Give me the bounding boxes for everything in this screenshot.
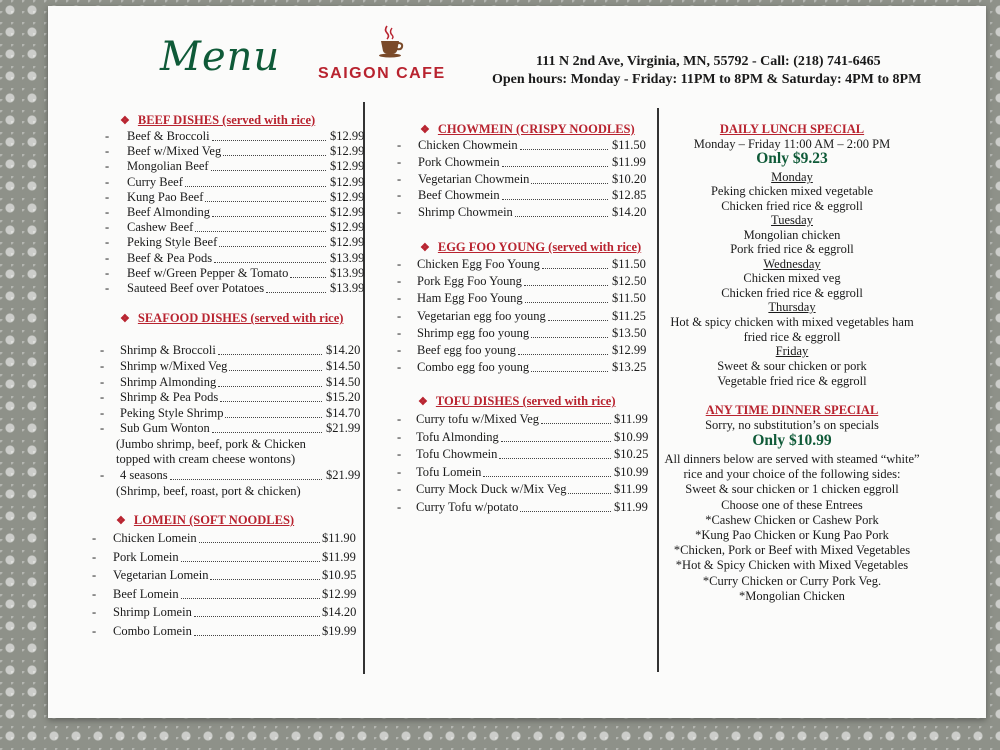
dot-leader xyxy=(525,302,608,303)
menu-item-name: Shrimp & Pea Pods xyxy=(120,390,219,404)
menu-item-name: Shrimp egg foo young xyxy=(417,325,530,340)
menu-item-price: $21.99 xyxy=(326,468,361,482)
menu-item-price: $19.99 xyxy=(322,624,357,638)
menu-item-name: Shrimp w/Mixed Veg xyxy=(120,359,228,373)
dot-leader xyxy=(212,432,322,433)
dinner-line: Sweet & sour chicken or 1 chicken eggroll xyxy=(685,482,899,496)
item-bullet: - xyxy=(397,291,402,306)
section-title-text: BEEF DISHES (served with rice) xyxy=(137,113,316,127)
menu-item-price: $12.99 xyxy=(322,586,357,601)
lunch-item: Pork fried rice & eggroll xyxy=(730,242,854,256)
menu-item-name: Curry tofu w/Mixed Veg xyxy=(416,412,540,426)
menu-item-price: $11.99 xyxy=(614,482,648,497)
lunch-item: Mongolian chicken xyxy=(743,228,841,242)
item-bullet: - xyxy=(92,605,97,620)
item-bullet: - xyxy=(92,586,97,601)
item-bullet: - xyxy=(105,189,110,204)
menu-item-price: $11.99 xyxy=(322,549,356,564)
menu-item-price: $11.50 xyxy=(612,138,646,152)
coffee-cup-icon xyxy=(376,24,404,58)
menu-item-price: $14.20 xyxy=(322,605,357,620)
item-bullet: - xyxy=(100,359,105,373)
diamond-star-icon: ❖ xyxy=(420,242,430,254)
item-bullet: - xyxy=(92,568,97,583)
dot-leader xyxy=(568,493,611,494)
dot-leader xyxy=(266,292,326,293)
menu-title: Menu xyxy=(160,34,281,80)
item-bullet: - xyxy=(100,421,105,435)
item-bullet: - xyxy=(397,447,402,462)
item-bullet: - xyxy=(105,281,110,295)
dot-leader xyxy=(518,354,608,355)
item-bullet: - xyxy=(100,390,105,404)
dinner-entree: *Kung Pao Chicken or Kung Pao Pork xyxy=(695,528,889,542)
menu-item-name: Pork Lomein xyxy=(113,549,179,564)
menu-item-name: Shrimp Chowmein xyxy=(418,205,513,220)
tofu-dishes-title xyxy=(418,394,616,409)
dot-leader xyxy=(211,170,326,171)
egg-foo-young-title xyxy=(420,240,641,255)
menu-item-price: $11.25 xyxy=(612,308,646,323)
dot-leader xyxy=(531,337,608,338)
menu-item-price: $14.70 xyxy=(326,406,361,420)
lunch-special-time: Monday – Friday 11:00 AM – 2:00 PM xyxy=(693,137,891,151)
dot-leader xyxy=(548,320,608,321)
dot-leader xyxy=(223,155,326,156)
dot-leader xyxy=(185,186,326,187)
menu-item-price: $14.50 xyxy=(326,375,361,389)
dot-leader xyxy=(210,579,320,580)
lunch-item: Sweet & sour chicken or pork xyxy=(717,359,867,373)
open-hours: Open hours: Monday - Friday: 11PM to 8PM & Saturday: 4PM to 8PM xyxy=(492,72,922,87)
menu-item-price: $11.99 xyxy=(614,412,648,426)
menu-item-price: $14.20 xyxy=(612,205,647,220)
item-bullet: - xyxy=(397,154,402,169)
item-bullet: - xyxy=(105,159,110,174)
dot-leader xyxy=(531,183,608,184)
menu-item-price: $11.50 xyxy=(612,291,646,306)
dinner-special-note: Sorry, no substitution’s on specials xyxy=(705,418,879,432)
dot-leader xyxy=(170,479,322,480)
menu-item-name: Beef Lomein xyxy=(113,586,179,601)
lomein-title xyxy=(116,513,294,528)
item-bullet: - xyxy=(397,257,402,271)
menu-item-price: $12.99 xyxy=(330,144,365,159)
lunch-item: Hot & spicy chicken with mixed vegetables ham xyxy=(670,315,914,329)
section-title-text: LOMEIN (SOFT NOODLES) xyxy=(133,513,295,527)
diamond-star-icon: ❖ xyxy=(418,396,428,408)
menu-item-price: $12.85 xyxy=(612,188,647,203)
item-bullet: - xyxy=(105,265,110,280)
section-title-text: SEAFOOD DISHES (served with rice) xyxy=(137,311,344,325)
menu-item-name: Beef Chowmein xyxy=(418,188,500,203)
menu-item-name: Tofu Chowmein xyxy=(416,447,498,462)
item-bullet: - xyxy=(92,624,97,638)
menu-item-price: $11.50 xyxy=(612,257,646,271)
menu-item-name: Vegetarian Lomein xyxy=(113,568,209,583)
menu-item-price: $12.99 xyxy=(330,159,365,174)
menu-item-name: Shrimp Almonding xyxy=(120,375,217,389)
menu-item-price: $11.99 xyxy=(612,154,646,169)
menu-item-name: Shrimp & Broccoli xyxy=(120,343,216,357)
menu-item-price: $11.99 xyxy=(614,500,648,514)
menu-item-price: $11.90 xyxy=(322,531,356,545)
menu-item-name: Beef egg foo young xyxy=(417,343,516,357)
menu-item-price: $12.99 xyxy=(330,189,365,204)
menu-item-name: Tofu Almonding xyxy=(416,429,499,444)
chowmein-title xyxy=(420,122,635,137)
menu-item-price: $21.99 xyxy=(326,421,361,435)
menu-item-price: $14.20 xyxy=(326,343,361,357)
dot-leader xyxy=(220,401,322,402)
dot-leader xyxy=(194,635,320,636)
menu-item-price: $13.99 xyxy=(330,265,365,280)
menu-item-price: $10.20 xyxy=(612,171,647,186)
menu-item-name: Chicken Egg Foo Young xyxy=(417,257,540,271)
menu-item-name: Beef w/Mixed Veg xyxy=(127,144,222,159)
lunch-item: Chicken fried rice & eggroll xyxy=(721,199,863,213)
menu-item-name: Peking Style Shrimp xyxy=(120,406,224,420)
lunch-special-price: Only $9.23 xyxy=(756,150,828,167)
lunch-item: Chicken fried rice & eggroll xyxy=(721,286,863,300)
item-bullet: - xyxy=(397,464,402,479)
dot-leader xyxy=(541,423,611,424)
dot-leader xyxy=(531,371,608,372)
diamond-star-icon: ❖ xyxy=(116,515,126,527)
menu-item-name: Mongolian Beef xyxy=(127,159,209,174)
menu-item-price: $12.99 xyxy=(330,174,365,189)
dot-leader xyxy=(199,542,320,543)
dinner-line: rice and your choice of the following sides: xyxy=(683,467,901,481)
dot-leader xyxy=(218,354,322,355)
menu-item-price: $12.99 xyxy=(612,343,647,357)
dot-leader xyxy=(542,268,608,269)
item-bullet: - xyxy=(105,220,110,235)
dinner-entree: *Curry Chicken or Curry Pork Veg. xyxy=(702,574,882,588)
menu-item-name: Peking Style Beef xyxy=(127,235,218,250)
item-bullet: - xyxy=(105,205,110,219)
menu-item-price: $15.20 xyxy=(326,390,361,404)
lunch-special-title: DAILY LUNCH SPECIAL xyxy=(719,122,865,136)
lunch-day-wednesday: Wednesday xyxy=(763,257,821,271)
dot-leader xyxy=(515,216,608,217)
diamond-star-icon: ❖ xyxy=(420,124,430,136)
menu-item-name: Curry Beef xyxy=(127,174,183,189)
menu-item-name: Vegetarian egg foo young xyxy=(417,308,546,323)
menu-item-name: Beef Almonding xyxy=(127,205,210,219)
item-bullet: - xyxy=(100,343,105,357)
item-bullet: - xyxy=(397,325,402,340)
item-bullet: - xyxy=(100,375,105,389)
dot-leader xyxy=(181,561,320,562)
item-bullet: - xyxy=(397,343,402,357)
seafood-dishes-title xyxy=(120,311,343,326)
menu-item-price: $10.99 xyxy=(614,429,649,444)
section-title-text: TOFU DISHES (served with rice) xyxy=(435,394,616,408)
lunch-item: Vegetable fried rice & eggroll xyxy=(717,374,867,388)
item-bullet: - xyxy=(397,274,402,289)
dot-leader xyxy=(214,262,326,263)
item-bullet: - xyxy=(397,205,402,220)
menu-item-price: $13.99 xyxy=(330,250,365,265)
lunch-day-thursday: Thursday xyxy=(768,300,816,314)
dinner-line: Choose one of these Entrees xyxy=(721,498,863,512)
menu-item-price: $10.99 xyxy=(614,464,649,479)
menu-item-description: (Shrimp, beef, roast, port & chicken) xyxy=(116,484,301,498)
dot-leader xyxy=(499,458,611,459)
dot-leader xyxy=(502,166,608,167)
dinner-entree: *Mongolian Chicken xyxy=(739,589,845,603)
dinner-line: All dinners below are served with steamed “white” xyxy=(664,452,920,466)
menu-item-name: Beef w/Green Pepper & Tomato xyxy=(127,265,289,280)
menu-item-price: $13.50 xyxy=(612,325,647,340)
menu-item-name: Sauteed Beef over Potatoes xyxy=(127,281,265,295)
dot-leader xyxy=(229,370,322,371)
dot-leader xyxy=(502,199,608,200)
item-bullet: - xyxy=(100,468,105,482)
dot-leader xyxy=(520,511,611,512)
diamond-star-icon: ❖ xyxy=(120,313,130,325)
item-bullet: - xyxy=(397,360,402,375)
dot-leader xyxy=(194,616,320,617)
diamond-star-icon: ❖ xyxy=(120,115,130,127)
dinner-entree: *Hot & Spicy Chicken with Mixed Vegetables xyxy=(675,558,909,572)
dot-leader xyxy=(212,216,326,217)
menu-item-name: Curry Mock Duck w/Mix Veg xyxy=(416,482,567,497)
menu-item-price: $13.99 xyxy=(330,281,365,295)
item-bullet: - xyxy=(105,235,110,250)
menu-item-price: $12.99 xyxy=(330,129,365,143)
item-bullet: - xyxy=(397,308,402,323)
menu-item-name: Kung Pao Beef xyxy=(127,189,204,204)
address-phone: 111 N 2nd Ave, Virginia, MN, 55792 - Call: (218) 741-6465 xyxy=(536,54,881,69)
menu-item-name: Vegetarian Chowmein xyxy=(418,171,530,186)
menu-item-name: Pork Chowmein xyxy=(418,154,500,169)
dinner-special-title: ANY TIME DINNER SPECIAL xyxy=(705,403,879,417)
item-bullet: - xyxy=(397,500,402,514)
menu-item-price: $14.50 xyxy=(326,359,361,373)
dot-leader xyxy=(520,149,608,150)
dot-leader xyxy=(212,140,326,141)
menu-item-name: Sub Gum Wonton xyxy=(120,421,210,435)
cafe-name: SAIGON CAFE xyxy=(318,65,446,82)
dot-leader xyxy=(219,246,326,247)
menu-item-price: $13.25 xyxy=(612,360,647,375)
menu-item-name: 4 seasons xyxy=(120,468,168,482)
item-bullet: - xyxy=(397,138,402,152)
menu-item-name: Ham Egg Foo Young xyxy=(417,291,523,306)
menu-item-name: Cashew Beef xyxy=(127,220,194,235)
menu-item-name: Beef & Pea Pods xyxy=(127,250,213,265)
item-bullet: - xyxy=(397,188,402,203)
menu-item-name: Combo Lomein xyxy=(113,624,192,638)
menu-item-name: Chicken Chowmein xyxy=(418,138,518,152)
menu-item-price: $12.50 xyxy=(612,274,647,289)
menu-item-name: Tofu Lomein xyxy=(416,464,482,479)
dot-leader xyxy=(181,598,320,599)
dot-leader xyxy=(290,277,326,278)
dot-leader xyxy=(501,441,611,442)
menu-item-price: $10.95 xyxy=(322,568,357,583)
item-bullet: - xyxy=(105,144,110,159)
lunch-day-monday: Monday xyxy=(771,170,813,184)
menu-item-name: Curry Tofu w/potato xyxy=(416,500,519,514)
dinner-entree: *Chicken, Pork or Beef with Mixed Vegetables xyxy=(673,543,911,557)
item-bullet: - xyxy=(105,129,110,143)
item-bullet: - xyxy=(397,412,402,426)
lunch-item: Peking chicken mixed vegetable xyxy=(710,184,874,198)
dot-leader xyxy=(205,201,326,202)
section-title-text: EGG FOO YOUNG (served with rice) xyxy=(437,240,642,254)
menu-item-price: $12.99 xyxy=(330,235,365,250)
dot-leader xyxy=(225,417,322,418)
lunch-item: Chicken mixed veg xyxy=(743,271,841,285)
item-bullet: - xyxy=(92,549,97,564)
menu-item-name: Chicken Lomein xyxy=(113,531,197,545)
column-divider xyxy=(657,108,659,672)
lunch-item: fried rice & eggroll xyxy=(743,330,841,344)
lunch-day-tuesday: Tuesday xyxy=(771,213,813,227)
menu-item-name: Beef & Broccoli xyxy=(127,129,210,143)
menu-item-name: Combo egg foo young xyxy=(417,360,530,375)
beef-dishes-title xyxy=(120,113,315,128)
item-bullet: - xyxy=(105,250,110,265)
dot-leader xyxy=(524,285,608,286)
item-bullet: - xyxy=(105,174,110,189)
dot-leader xyxy=(218,386,322,387)
item-bullet: - xyxy=(92,531,97,545)
menu-item-name: Shrimp Lomein xyxy=(113,605,192,620)
menu-item-description: topped with cream cheese wontons) xyxy=(116,452,296,466)
menu-item-description: (Jumbo shrimp, beef, pork & Chicken xyxy=(116,437,306,451)
item-bullet: - xyxy=(397,482,402,497)
item-bullet: - xyxy=(397,429,402,444)
item-bullet: - xyxy=(100,406,105,420)
dot-leader xyxy=(483,476,611,477)
dinner-entree: *Cashew Chicken or Cashew Pork xyxy=(705,513,879,527)
menu-item-price: $12.99 xyxy=(330,205,365,219)
lunch-day-friday: Friday xyxy=(775,344,809,358)
dot-leader xyxy=(195,231,326,232)
menu-item-name: Pork Egg Foo Young xyxy=(417,274,522,289)
section-title-text: CHOWMEIN (CRISPY NOODLES) xyxy=(437,122,635,136)
dinner-special-price: Only $10.99 xyxy=(752,432,832,449)
menu-item-price: $12.99 xyxy=(330,220,365,235)
item-bullet: - xyxy=(397,171,402,186)
menu-item-price: $10.25 xyxy=(614,447,649,462)
